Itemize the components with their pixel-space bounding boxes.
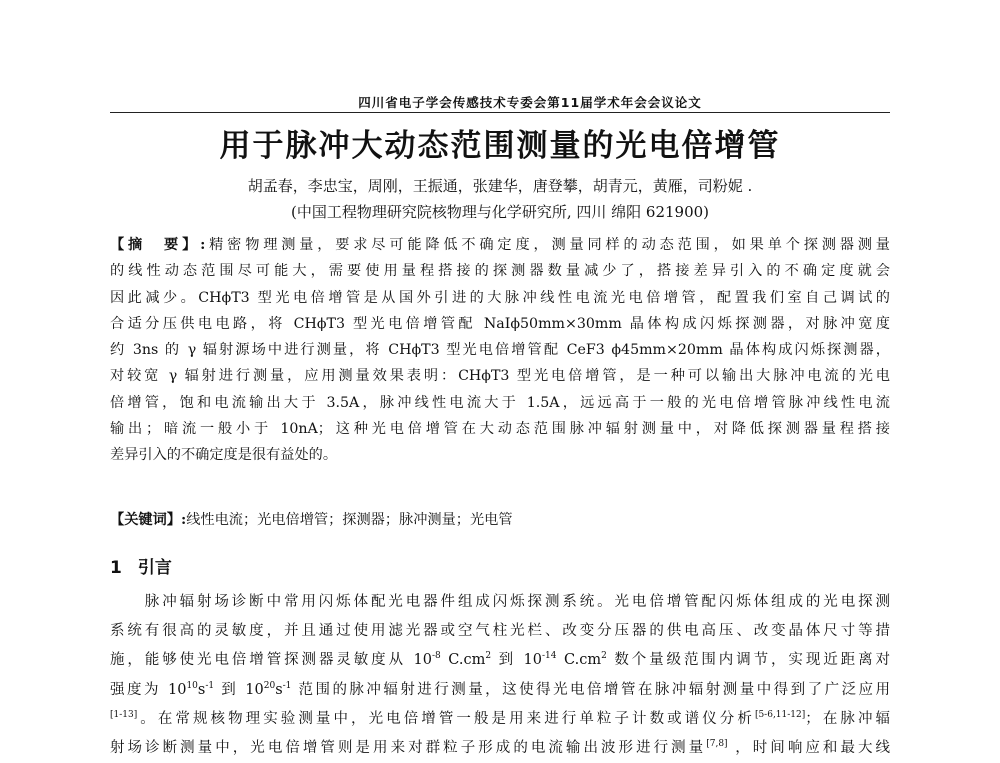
author-list: 胡孟春，李忠宝，周刚，王振通，张建华，唐登攀，胡青元，黄雁，司粉妮 .	[247, 177, 753, 195]
body-line: 脉冲辐射场诊断中常用闪烁体配光电器件组成闪烁探测系统。光电倍增管配闪烁体组成的光电探测	[110, 594, 890, 610]
abstract	[110, 232, 890, 469]
abstract-line: 倍增管，饱和电流输出大于 3.5A，脉冲线性电流大于 1.5A，远远高于一般的光电倍增管脉冲线性电流	[110, 394, 890, 411]
abstract-line: 因此减少。CHϕT3 型光电倍增管是从国外引进的大脉冲线性电流光电倍增管，配置我们室自己调试的	[110, 289, 890, 306]
abstract-label: 【摘 要】:	[110, 237, 206, 253]
abstract-line: 对较宽 γ 辐射进行测量，应用测量效果表明：CHϕT3 型光电倍增管，是一种可以输出大脉冲电流的光电	[110, 368, 890, 385]
text-run: 强度为 10	[110, 681, 187, 698]
body-paragraph	[110, 588, 890, 763]
keywords	[110, 509, 890, 529]
superscript: -1	[205, 680, 215, 691]
text-run: 数个量级范围内调节，实现近距离对	[606, 652, 890, 669]
keywords-text: 线性电流；光电倍增管；探测器；脉冲测量；光电管	[186, 512, 513, 528]
text-run: C.cm	[440, 652, 486, 669]
abstract-line: 合适分压供电电路，将 CHϕT3 型光电倍增管配 NaIϕ50mm×30mm 晶体构成闪烁探测器，对脉冲宽度	[110, 315, 890, 332]
text-run: 到 10	[214, 681, 264, 698]
superscript: 2	[601, 651, 607, 662]
text-run: 射场诊断测量中，光电倍增管则是用来对群粒子形成的电流输出波形进行测量	[110, 739, 707, 756]
superscript: 10	[186, 680, 198, 691]
section-heading	[110, 553, 172, 578]
text-run: s	[197, 681, 206, 698]
header-divider	[110, 112, 890, 113]
abstract-line: 的线性动态范围尽可能大，需要使用量程搭接的探测器数量减少了，搭接差异引入的不确定度就会	[110, 263, 890, 280]
text-run: 施，能够使光电倍增管探测器灵敏度从 10	[110, 652, 432, 669]
keywords-label: 【关键词】:	[110, 512, 187, 528]
abstract-line: 差异引入的不确定度是很有益处的。	[110, 447, 338, 464]
citation-ref: [7,8]	[706, 739, 728, 750]
text-run: 到 10	[491, 652, 542, 669]
citation-ref: [5-6,11-12]	[754, 709, 806, 720]
body-line	[110, 676, 890, 705]
body-line	[110, 705, 890, 734]
body-line	[110, 734, 890, 763]
superscript: -8	[431, 651, 441, 662]
text-run: ；在脉冲辐	[805, 710, 891, 727]
abstract-line	[110, 232, 890, 258]
text-run: 。在常规核物理实验测量中，光电倍增管一般是用来进行单粒子计数或谱仪分析	[137, 710, 755, 727]
superscript: 20	[263, 680, 276, 691]
superscript: -14	[541, 651, 557, 662]
text-run: C.cm	[556, 652, 602, 669]
superscript: -1	[282, 680, 292, 691]
body-line: 系统有很高的灵敏度，并且通过使用滤光器或空气柱光栏、改变分压器的供电高压、改变晶体尺寸等措	[110, 623, 890, 640]
abstract-text: 精密物理测量，要求尽可能降低不确定度，测量同样的动态范围，如果单个探测器测量	[205, 237, 890, 253]
superscript: 2	[485, 651, 492, 662]
affiliation: (中国工程物理研究院核物理与化学研究所, 四川 绵阳 621900)	[290, 203, 710, 221]
section-number: 1	[110, 558, 122, 578]
text-run: ，时间响应和最大线	[727, 739, 891, 756]
section-title: 引言	[137, 558, 172, 578]
body-line	[110, 646, 890, 675]
abstract-line: 输出；暗流一般小于 10nA；这种光电倍增管在大动态范围脉冲辐射测量中，对降低探测器量程搭接	[110, 421, 890, 438]
citation-ref: [1-13]	[110, 709, 138, 720]
paper-title: 用于脉冲大动态范围测量的光电倍增管	[219, 128, 781, 164]
conference-header: 四川省电子学会传感技术专委会第11届学术年会会议论文	[358, 95, 702, 110]
text-run: 范围的脉冲辐射进行测量，这使得光电倍增管在脉冲辐射测量中得到了广泛应用	[291, 681, 891, 698]
abstract-line: 约 3ns 的 γ 辐射源场中进行测量，将 CHϕT3 型光电倍增管配 CeF3 ϕ45mm×20mm 晶体构成闪烁探测器，	[110, 342, 890, 359]
text-run: s	[275, 681, 283, 698]
